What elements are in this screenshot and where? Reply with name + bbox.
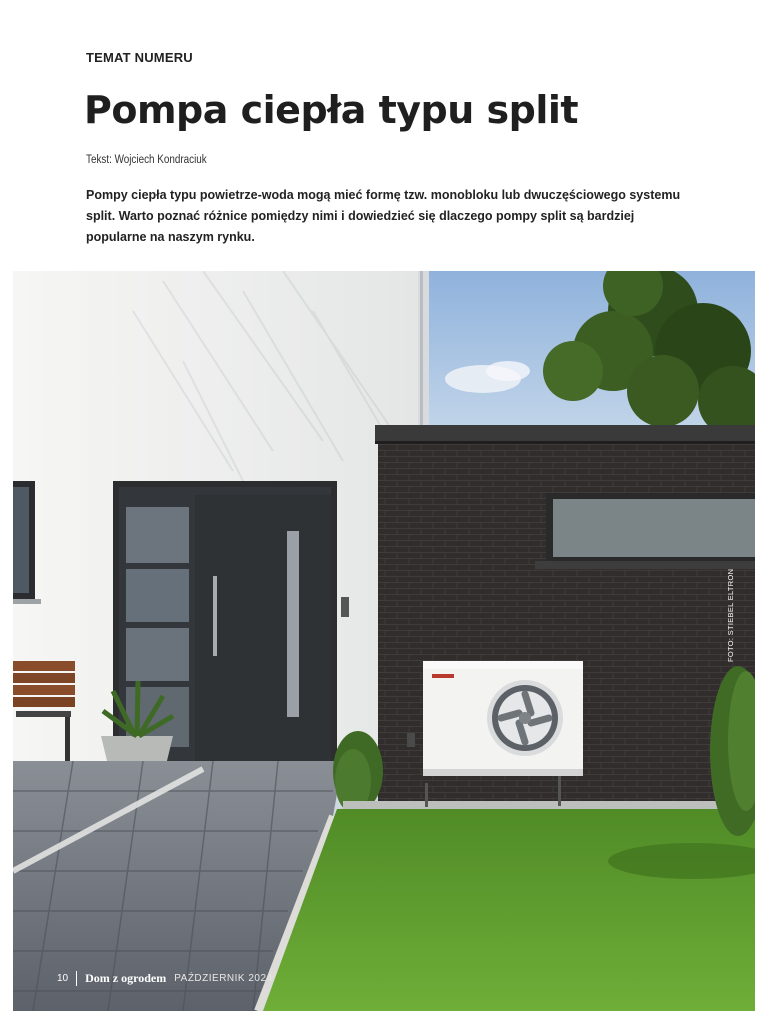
article-lead: Pompy ciepła typu powietrze-woda mogą mieć formę tzw. monobloku lub dwuczęściowego systemu split. Warto poznać różnice pomiędzy nimi i dowiedzieć się dlaczego pompy split są bardziej popularne na naszym rynku. [86, 188, 681, 244]
downpipe [418, 271, 429, 429]
issue-date: PAŹDZIERNIK 2024 [174, 972, 273, 984]
section-label: TEMAT NUMERU [86, 50, 193, 65]
flat-roof [375, 425, 755, 443]
footer-divider [76, 971, 77, 986]
photo-credit: FOTO: STIEBEL ELTRON [726, 568, 735, 662]
article-photo [13, 271, 755, 1011]
magazine-name: Dom z ogrodem [85, 970, 167, 985]
article-title: Pompa ciepła typu split [84, 88, 579, 132]
lawn [263, 801, 755, 1011]
page-footer [57, 970, 273, 986]
page-number: 10 [57, 972, 69, 984]
article-byline: Tekst: Wojciech Kondraciuk [86, 154, 207, 166]
